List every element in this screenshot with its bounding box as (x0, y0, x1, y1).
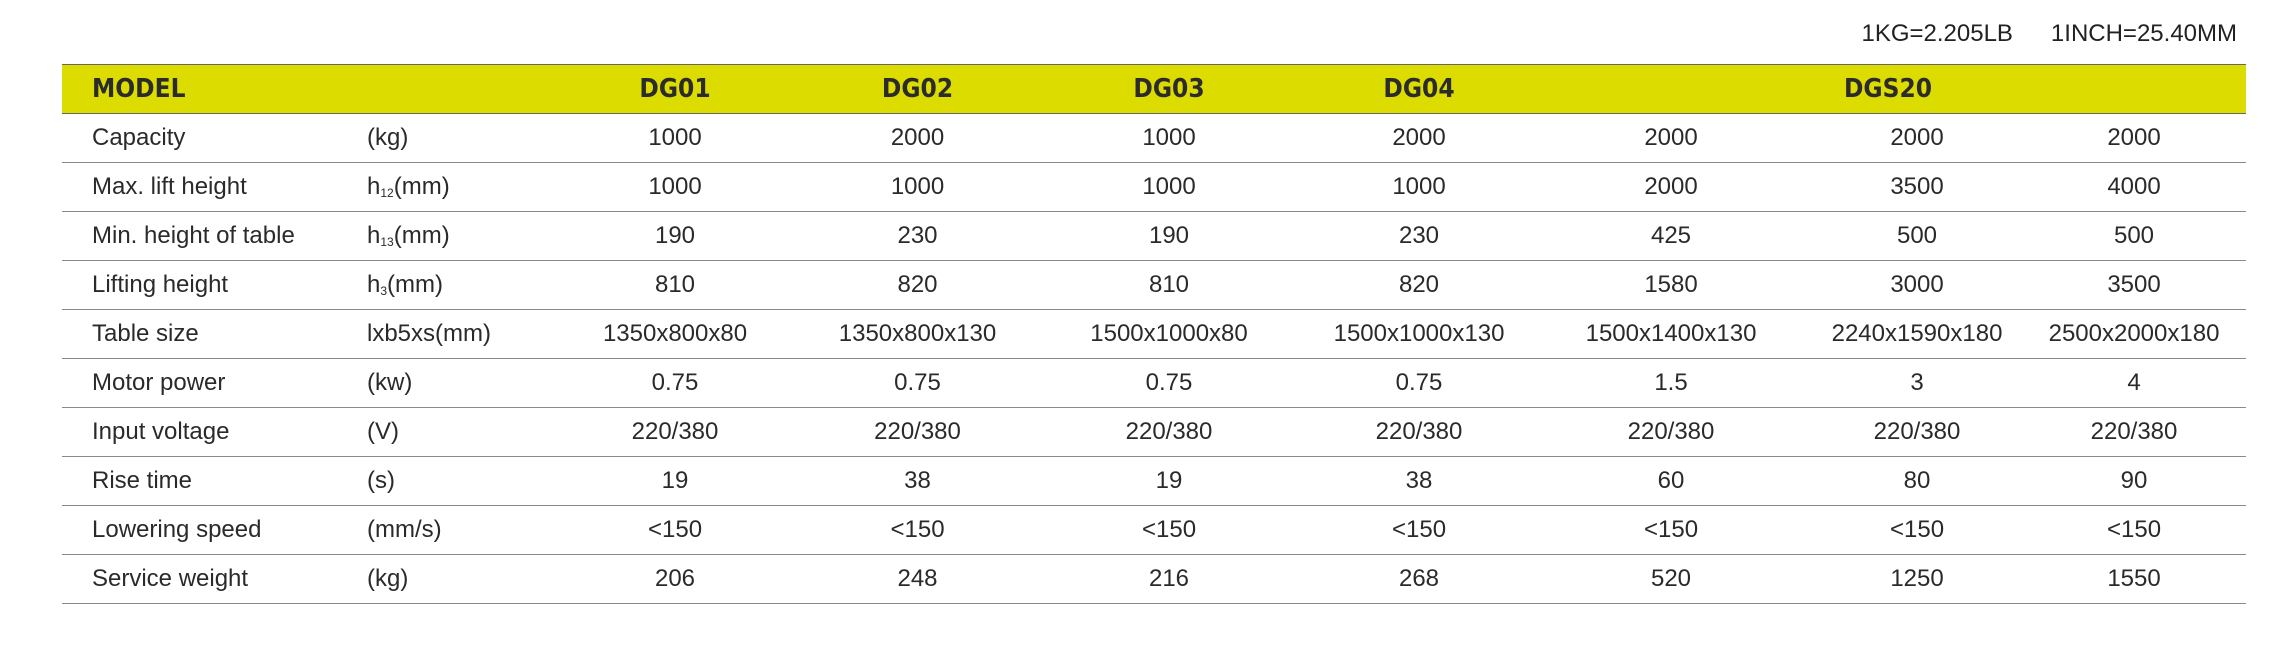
row-label: Rise time (62, 457, 357, 506)
cell-value: 1550 (2022, 555, 2246, 604)
cell-value: 60 (1530, 457, 1812, 506)
cell-value: 1500x1400x130 (1530, 310, 1812, 359)
cell-value: 90 (2022, 457, 2246, 506)
unit-subscript: 12 (380, 186, 394, 200)
row-unit: (s) (357, 457, 545, 506)
model-header-dg02: DG02 (805, 65, 1030, 114)
cell-value: 500 (1812, 212, 2022, 261)
cell-value: 19 (545, 457, 805, 506)
cell-value: 1000 (545, 163, 805, 212)
model-header-dg01: DG01 (545, 65, 805, 114)
cell-value: 2000 (2022, 114, 2246, 163)
cell-value: 1250 (1812, 555, 2022, 604)
cell-value: 3 (1812, 359, 2022, 408)
cell-value: <150 (1030, 506, 1308, 555)
cell-value: 248 (805, 555, 1030, 604)
cell-value: 1000 (1308, 163, 1530, 212)
row-unit: (V) (357, 408, 545, 457)
cell-value: 1500x1000x80 (1030, 310, 1308, 359)
row-unit: lxb5xs(mm) (357, 310, 545, 359)
cell-value: 520 (1530, 555, 1812, 604)
row-label: Min. height of table (62, 212, 357, 261)
cell-value: <150 (2022, 506, 2246, 555)
cell-value: 220/380 (1030, 408, 1308, 457)
cell-value: 2000 (1530, 163, 1812, 212)
row-label: Capacity (62, 114, 357, 163)
table-body (62, 114, 2246, 604)
conversion-length: 1INCH=25.40MM (2050, 20, 2237, 47)
table-row (62, 261, 2246, 310)
cell-value: 230 (1308, 212, 1530, 261)
cell-value: 4 (2022, 359, 2246, 408)
row-unit (357, 163, 545, 212)
conversion-weight: 1KG=2.205LB (1861, 20, 2013, 47)
table-row (62, 408, 2246, 457)
cell-value: 1350x800x130 (805, 310, 1030, 359)
unit-suffix: (mm) (393, 222, 450, 249)
cell-value: 810 (1030, 261, 1308, 310)
row-label: Max. lift height (62, 163, 357, 212)
row-label: Service weight (62, 555, 357, 604)
model-header-dgs20: DGS20 (1530, 65, 2246, 114)
cell-value: 1000 (805, 163, 1030, 212)
unit-symbol: h (367, 222, 381, 249)
cell-value: 220/380 (2022, 408, 2246, 457)
cell-value: 1000 (545, 114, 805, 163)
unit-symbol: h (367, 173, 381, 200)
cell-value: 19 (1030, 457, 1308, 506)
cell-value: 80 (1812, 457, 2022, 506)
cell-value: 1350x800x80 (545, 310, 805, 359)
cell-value: 268 (1308, 555, 1530, 604)
unit-subscript: 13 (380, 235, 394, 249)
model-header-dg03: DG03 (1030, 65, 1308, 114)
cell-value: 820 (805, 261, 1030, 310)
cell-value: 3500 (1812, 163, 2022, 212)
cell-value: 1.5 (1530, 359, 1812, 408)
cell-value: 1000 (1030, 114, 1308, 163)
row-unit: (kg) (357, 555, 545, 604)
unit-suffix: (mm) (393, 173, 450, 200)
cell-value: 0.75 (1308, 359, 1530, 408)
row-label: Motor power (62, 359, 357, 408)
table-row (62, 555, 2246, 604)
cell-value: 0.75 (805, 359, 1030, 408)
cell-value: 230 (805, 212, 1030, 261)
unit-subscript: 3 (380, 284, 388, 298)
cell-value: 220/380 (1812, 408, 2022, 457)
cell-value: 4000 (2022, 163, 2246, 212)
row-unit: (mm/s) (357, 506, 545, 555)
cell-value: 2000 (1530, 114, 1812, 163)
specification-table (62, 64, 2246, 604)
cell-value: 2000 (805, 114, 1030, 163)
row-unit (357, 212, 545, 261)
cell-value: 500 (2022, 212, 2246, 261)
cell-value: 2000 (1308, 114, 1530, 163)
cell-value: 220/380 (545, 408, 805, 457)
cell-value: <150 (1530, 506, 1812, 555)
cell-value: 820 (1308, 261, 1530, 310)
table-row (62, 359, 2246, 408)
row-unit (357, 261, 545, 310)
cell-value: 3000 (1812, 261, 2022, 310)
row-unit: (kw) (357, 359, 545, 408)
unit-suffix: (mm) (387, 271, 444, 298)
unit-symbol: h (367, 271, 381, 298)
cell-value: 3500 (2022, 261, 2246, 310)
table-row (62, 310, 2246, 359)
cell-value: 2500x2000x180 (2022, 310, 2246, 359)
cell-value: 0.75 (1030, 359, 1308, 408)
cell-value: <150 (545, 506, 805, 555)
cell-value: 2240x1590x180 (1812, 310, 2022, 359)
row-label: Lifting height (62, 261, 357, 310)
unit-conversions (1861, 20, 2237, 48)
model-header-dg04: DG04 (1308, 65, 1530, 114)
table-row (62, 163, 2246, 212)
cell-value: 1580 (1530, 261, 1812, 310)
row-label: Table size (62, 310, 357, 359)
cell-value: <150 (1308, 506, 1530, 555)
cell-value: 425 (1530, 212, 1812, 261)
cell-value: 2000 (1812, 114, 2022, 163)
table-row (62, 212, 2246, 261)
cell-value: 810 (545, 261, 805, 310)
table-row (62, 114, 2246, 163)
cell-value: 0.75 (545, 359, 805, 408)
table-row (62, 457, 2246, 506)
row-label: Input voltage (62, 408, 357, 457)
cell-value: 190 (1030, 212, 1308, 261)
row-label: Lowering speed (62, 506, 357, 555)
cell-value: <150 (1812, 506, 2022, 555)
cell-value: 38 (805, 457, 1030, 506)
cell-value: 38 (1308, 457, 1530, 506)
cell-value: <150 (805, 506, 1030, 555)
cell-value: 190 (545, 212, 805, 261)
model-header: MODEL (62, 65, 545, 114)
cell-value: 220/380 (1308, 408, 1530, 457)
cell-value: 220/380 (1530, 408, 1812, 457)
table-header-row (62, 65, 2246, 114)
row-unit: (kg) (357, 114, 545, 163)
cell-value: 1000 (1030, 163, 1308, 212)
cell-value: 1500x1000x130 (1308, 310, 1530, 359)
cell-value: 220/380 (805, 408, 1030, 457)
cell-value: 216 (1030, 555, 1308, 604)
cell-value: 206 (545, 555, 805, 604)
table-row (62, 506, 2246, 555)
